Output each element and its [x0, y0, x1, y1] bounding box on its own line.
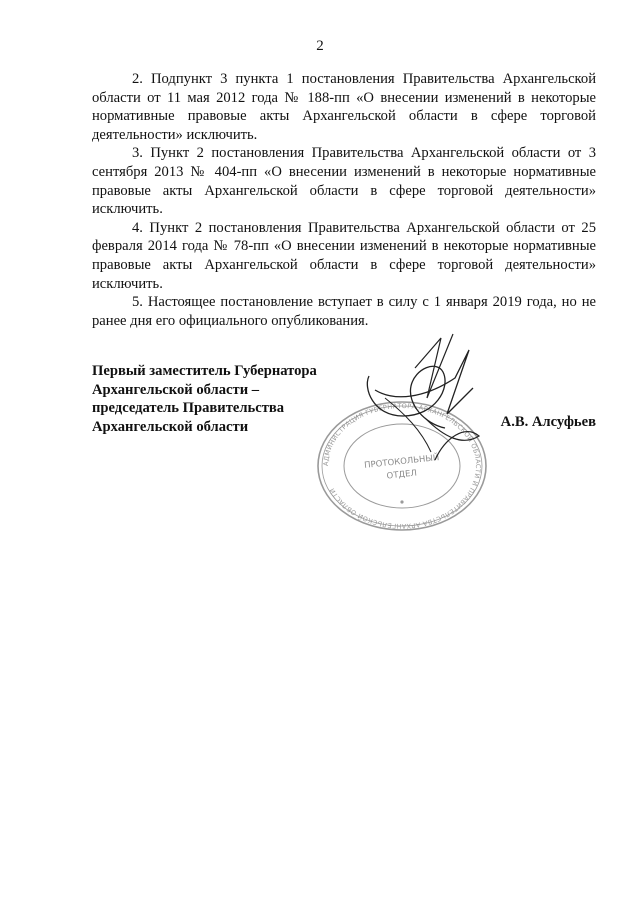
paragraph-item-4: 4. Пункт 2 постановления Правительства Архангельской области от 25 февраля 2014 года № 78-пп «О внесении изменений в некоторые нормативные правовые акты Архангельской области в сфере торговой деятельности» исключить. — [92, 219, 596, 292]
paragraph-item-3: 3. Пункт 2 постановления Правительства Архангельской области от 3 сентября 2013 № 404-пп «О внесении изменений в некоторые нормативные правовые акты Архангельской области в сфере торговой деятельности» исключить. — [92, 145, 596, 218]
paragraph-item-2: 2. Подпункт 3 пункта 1 постановления Правительства Архангельской области от 11 мая 2012 года № 188-пп «О внесении изменений в некоторые нормативные правовые акты Архангельской области в сфере торговой деятельности» исключить. — [92, 71, 596, 143]
paragraph-item-5: 5. Настоящее постановление вступает в силу с 1 января 2019 года, но не ранее дня его официального опубликования. — [92, 294, 596, 329]
document-body — [92, 70, 596, 330]
stamp-center-line: ПРОТОКОЛЬНЫЙ — [363, 453, 440, 471]
handwritten-signature — [355, 328, 485, 468]
stamp-center-line: ОТДЕЛ — [386, 468, 418, 482]
signatory-position — [92, 362, 342, 436]
signatory-position-line: Первый заместитель Губернатора — [92, 363, 317, 379]
signatory-position-line: Архангельской области — [92, 418, 249, 435]
stamp-ring-text: АДМИНИСТРАЦИЯ ГУБЕРНАТОРА АРХАНГЕЛЬСКОЙ ОБЛАСТИ И ПРАВИТЕЛЬСТВА АРХАНГЕЛЬСКОЙ ОБЛАСТИ — [321, 401, 483, 531]
signatory-name: А.В. Алсуфьев — [500, 414, 596, 430]
signatory-position-line: председатель Правительства — [92, 400, 285, 417]
signatory-position-line: Архангельской области – — [92, 381, 260, 398]
page-number: 2 — [316, 38, 324, 54]
